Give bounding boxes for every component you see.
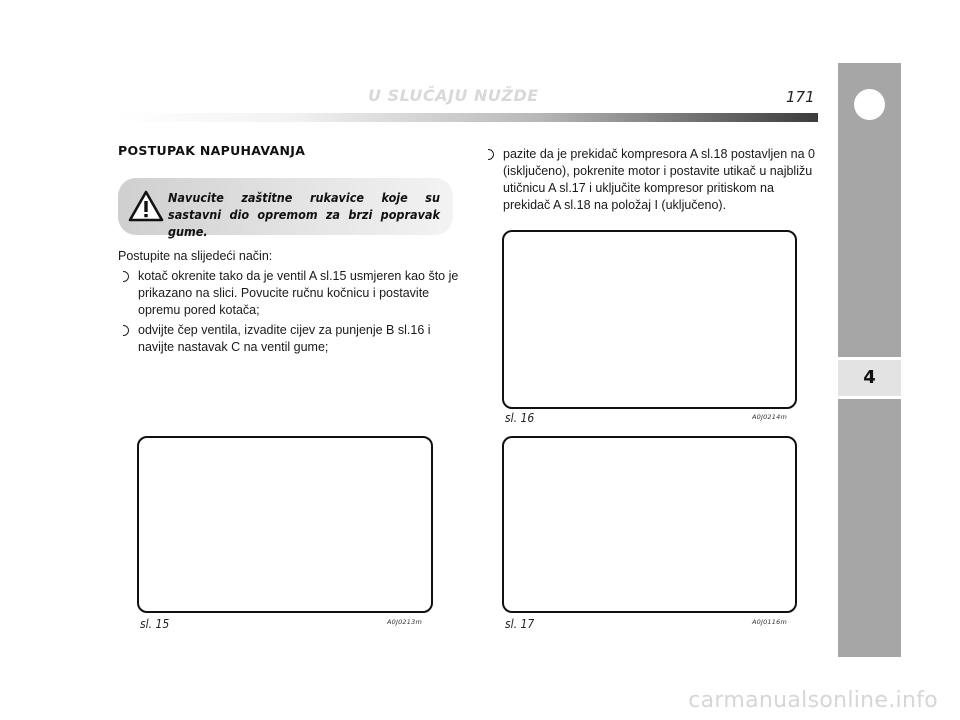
list-item-text: kotač okrenite tako da je ventil A sl.15 usmjeren kao što je prikazano na slici. Povucite ručnu kočnicu i postavite opremu pored kotača; xyxy=(138,269,459,317)
figure-17-frame xyxy=(502,436,797,613)
chapter-number: 4 xyxy=(863,367,876,388)
right-instruction-list xyxy=(483,146,823,217)
instructions-intro: Postupite na slijedeći način: xyxy=(118,249,273,263)
header-divider xyxy=(118,113,818,122)
figure-15-code: A0J0213m xyxy=(387,618,422,626)
page-number: 171 xyxy=(786,88,815,106)
list-item xyxy=(118,268,463,319)
chapter-number-box xyxy=(838,357,901,399)
left-instruction-list xyxy=(118,268,463,359)
figure-16-frame xyxy=(502,230,797,409)
figure-15-frame xyxy=(137,436,433,613)
bullet-icon xyxy=(483,149,494,160)
list-item-text: pazite da je prekidač kompresora A sl.18 postavljen na 0 (isključeno), pokrenite motor i postavite utikač u najbližu utičnicu A sl.17 i uključite kompresor pritiskom na prekidač A sl.18 na položaj I (uključeno). xyxy=(503,147,815,212)
figure-17-caption: sl. 17 xyxy=(505,617,535,631)
bullet-icon xyxy=(118,271,129,282)
figure-17-code: A0J0116m xyxy=(752,618,787,626)
side-tab-circle-marker xyxy=(854,89,885,120)
list-item xyxy=(483,146,823,214)
section-heading: POSTUPAK NAPUHAVANJA xyxy=(118,143,306,158)
warning-callout xyxy=(118,178,453,239)
list-item-text: odvijte čep ventila, izvadite cijev za punjenje B sl.16 i navijte nastavak C na ventil gume; xyxy=(138,323,431,354)
watermark: carmanualsonline.info xyxy=(688,688,938,713)
figure-16-caption: sl. 16 xyxy=(505,411,535,425)
figure-16-code: A0J0214m xyxy=(752,413,787,421)
list-item xyxy=(118,322,463,356)
warning-text: Navucite zaštitne rukavice koje su sastavni dio opremom za brzi popravak gume. xyxy=(168,190,440,239)
figure-15-caption: sl. 15 xyxy=(140,617,170,631)
bullet-icon xyxy=(118,325,129,336)
page-header-title: U SLUČAJU NUŽDE xyxy=(368,86,539,105)
warning-triangle-icon xyxy=(128,190,164,222)
